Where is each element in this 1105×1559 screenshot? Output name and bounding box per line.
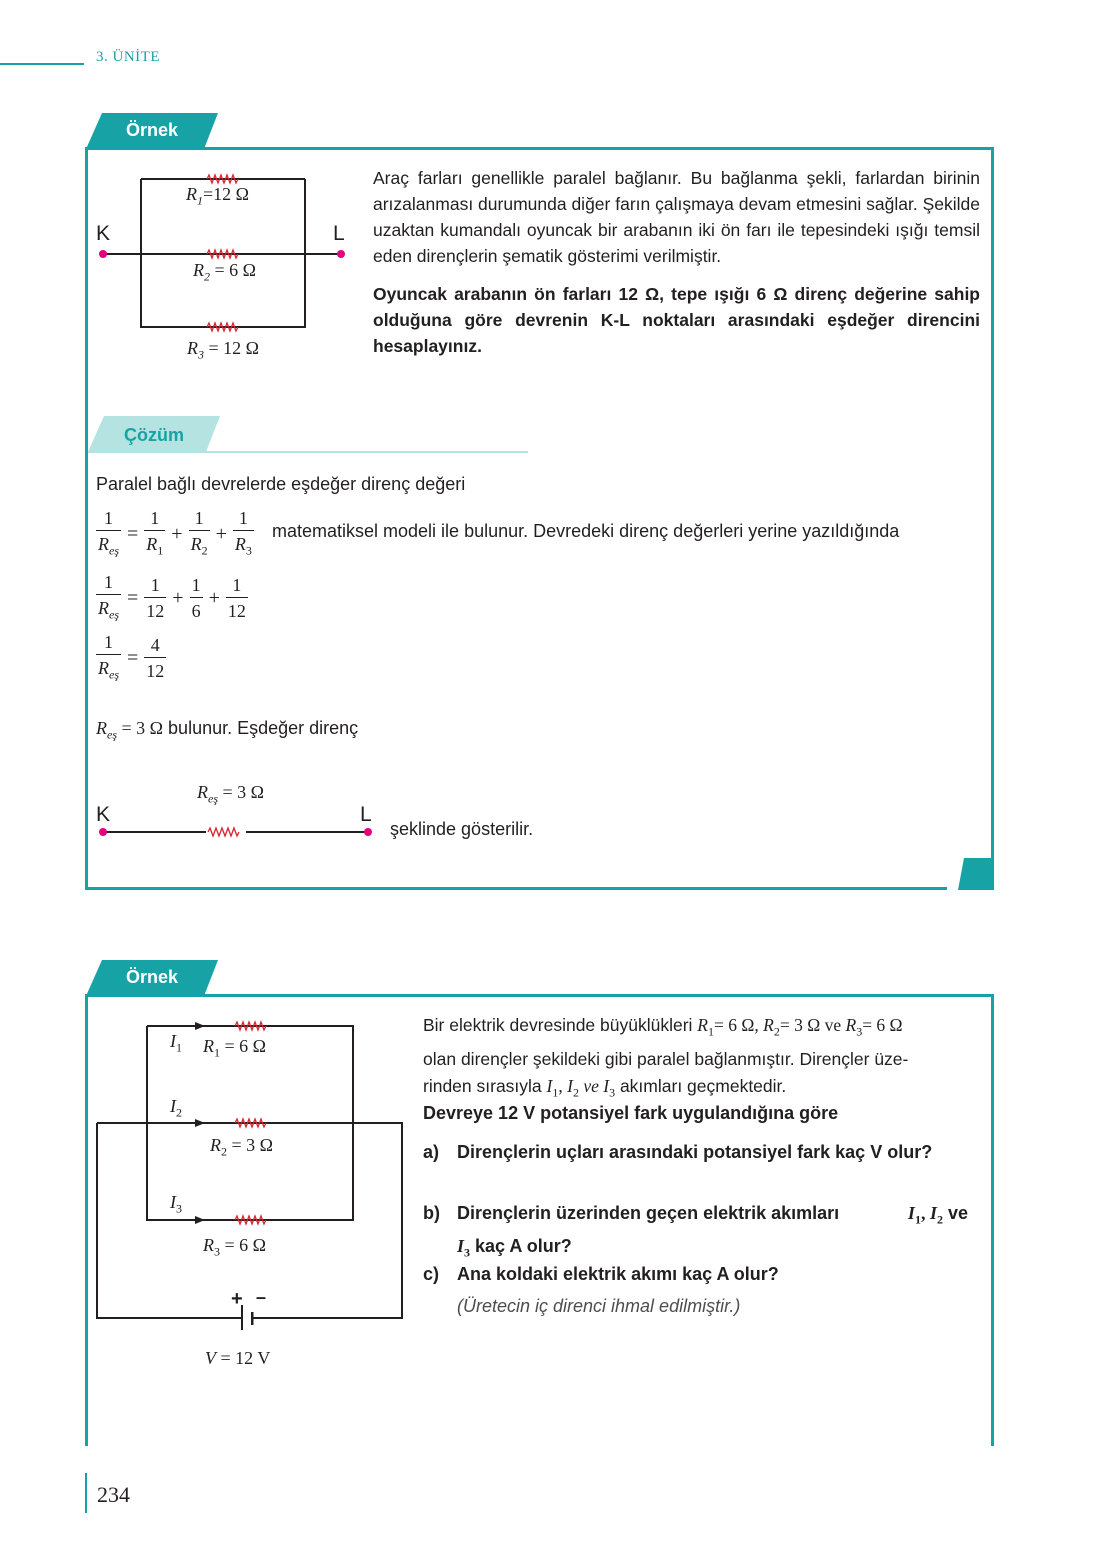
- intro-c1: rinden sırasıyla: [423, 1075, 542, 1096]
- label-r2: $R_2 = 6$ Ω: [193, 260, 257, 284]
- r3-value: = 12 Ω: [208, 338, 260, 358]
- example2-left-rule: [85, 994, 88, 1446]
- eq3-den: 12: [146, 661, 165, 682]
- example1-paragraph: Araç farları genellikle paralel bağlanır. Bu bağlanma şekli, farlardan birinin arızalanması durumunda diğer farın çalışmaya devam etmesini sağlar. Şekilde uzaktan kumandalı oyuncak bir arabanın iki ön farı ile tepesindeki ışığı temsil eden dirençlerin şematik gösterimi verilmiştir.: [373, 168, 980, 266]
- page-number: 234: [97, 1482, 130, 1507]
- intro-ve: ve: [824, 1015, 842, 1035]
- current-i3: $I_3$: [170, 1192, 182, 1216]
- solution-intro: Paralel bağlı devrelerde eşdeğer direnç değeri: [96, 474, 466, 494]
- result-line: $R_{eş} = 3$ Ω bulunur. Eşdeğer direnç: [96, 718, 359, 742]
- c2-label-r3: $R_3 = 6$ Ω: [203, 1235, 267, 1259]
- equivalent-circuit: [96, 820, 376, 844]
- node-k: [99, 250, 107, 258]
- question-a-text: Dirençlerin uçları arasındaki potansiyel fark kaç V olur?: [457, 1142, 933, 1162]
- eq3-num: 4: [144, 633, 166, 658]
- voltage-value: = 12 V: [220, 1348, 271, 1368]
- label-k: K: [96, 222, 111, 245]
- node-k: [99, 828, 107, 836]
- formula-2: $\frac{1}{R_{eş}}$ = $\frac{1}{12}$ + $\frac{1}{6}$ + $\frac{1}{12}$: [96, 570, 248, 628]
- c2-label-r1: $R_1 = 6$ Ω: [203, 1036, 267, 1060]
- question-a: [423, 1139, 968, 1193]
- example1-corner: [958, 858, 994, 890]
- model-text: matematiksel modeli ile bulunur. Devredeki direnç değerleri yerine yazıldığında: [272, 521, 900, 541]
- question-b-text2: kaç A olur?: [475, 1235, 572, 1256]
- example1-bottom-rule: [85, 887, 947, 890]
- r1-value: =12 Ω: [203, 184, 250, 204]
- solution-tab-label: Çözüm: [124, 425, 184, 445]
- question-c: [423, 1261, 968, 1289]
- battery-minus: –: [256, 1287, 267, 1307]
- c2-r3-value: = 6 Ω: [224, 1235, 267, 1255]
- voltage-label: V = 12 V: [205, 1348, 271, 1368]
- formula-1: $\frac{1}{R_{eş}}$ = $\frac{1}{R_1}$ + $\frac{1}{R_2}$ + $\frac{1}{R_3}$: [98, 508, 252, 558]
- intro-b: olan dirençler şekildeki gibi paralel bağlanmıştır. Dirençler üze-: [423, 1048, 909, 1069]
- node-l: [364, 828, 372, 836]
- result-text: bulunur. Eşdeğer direnç: [168, 718, 359, 738]
- question-a-label: a): [423, 1142, 440, 1162]
- formula-3: $\frac{1}{R_{eş}}$ = $\frac{4}{12}$: [96, 630, 166, 688]
- c2-r1-value: = 6 Ω: [224, 1036, 267, 1056]
- label-r1: $R_1=12$ Ω: [186, 184, 250, 208]
- header-rule: [0, 63, 84, 65]
- example2-right-rule: [991, 994, 994, 1446]
- question-b: b) Dirençlerin üzerinden geçen elektrik akımları $I_1$, $I_2$ ve $I_3$ kaç A olur?: [423, 1200, 968, 1254]
- battery-plus: +: [231, 1288, 243, 1310]
- intro-r2: = 3 Ω: [779, 1015, 821, 1035]
- question-c-label: c): [423, 1264, 440, 1284]
- c2-r2-value: = 3 Ω: [231, 1135, 274, 1155]
- eq2-den3: 12: [227, 601, 246, 622]
- example1-question: Oyuncak arabanın ön farları 12 Ω, tepe ışığı 6 Ω direnç değerine sahip olduğuna göre devrenin K-L noktaları arasındaki eşdeğer direncini hesaplayınız.: [373, 284, 980, 356]
- example2-intro: Bir elektrik devresinde büyüklükleri $R_1= 6$ Ω, $R_2= 3$ Ω ve $R_3= 6$ Ω olan dirençler şekildeki gibi paralel bağlanmıştır. Dirençler üze- rinden sırasıyla $I_1$, $I_2$ ve $I_3$ akımları geçmektedir.: [423, 1012, 968, 1106]
- c2-label-r2: $R_2 = 3$ Ω: [210, 1135, 274, 1159]
- example1-text: [373, 165, 980, 359]
- note: (Üretecin iç direnci ihmal edilmiştir.): [457, 1296, 741, 1316]
- example1-tab-label: Örnek: [125, 120, 179, 140]
- question-b-text1: Dirençlerin üzerinden geçen elektrik akımları: [457, 1203, 840, 1223]
- example2-tab-label: Örnek: [125, 967, 179, 987]
- question-b-label: b): [423, 1203, 440, 1223]
- label-r3: $R_3 = 12$ Ω: [187, 338, 260, 362]
- r2-value: = 6 Ω: [214, 260, 257, 280]
- node-l: [337, 250, 345, 258]
- req-label: $R_{eş} = 3$ Ω: [197, 782, 265, 806]
- end-text: şeklinde gösterilir.: [390, 819, 534, 839]
- parallel-circuit-2: [95, 1015, 405, 1330]
- intro-r1: = 6 Ω,: [714, 1015, 759, 1035]
- example2-top-rule: [85, 994, 994, 997]
- eq-label-l: L: [360, 803, 372, 826]
- eq2-den1: 12: [146, 601, 165, 622]
- question-b-ve: ve: [947, 1203, 968, 1223]
- footer-rule: [85, 1473, 87, 1513]
- current-i1: $I_1$: [170, 1031, 182, 1055]
- unit-title: 3. ÜNİTE: [96, 49, 160, 65]
- intro-c2: akımları geçmektedir.: [619, 1075, 787, 1096]
- eq2-den2: 6: [191, 601, 201, 622]
- solution-rule: [88, 451, 528, 453]
- eq-label-k: K: [96, 803, 111, 826]
- intro-r3: = 6 Ω: [862, 1015, 903, 1035]
- question-c-text: Ana koldaki elektrik akımı kaç A olur?: [457, 1264, 779, 1284]
- intro-a: Bir elektrik devresinde büyüklükleri: [423, 1015, 693, 1035]
- current-i2: $I_2$: [170, 1096, 182, 1120]
- result-value: = 3 Ω: [121, 718, 164, 738]
- example2-lead: Devreye 12 V potansiyel fark uygulandığına göre: [423, 1103, 839, 1123]
- req-value: = 3 Ω: [222, 782, 265, 802]
- label-l: L: [333, 222, 345, 245]
